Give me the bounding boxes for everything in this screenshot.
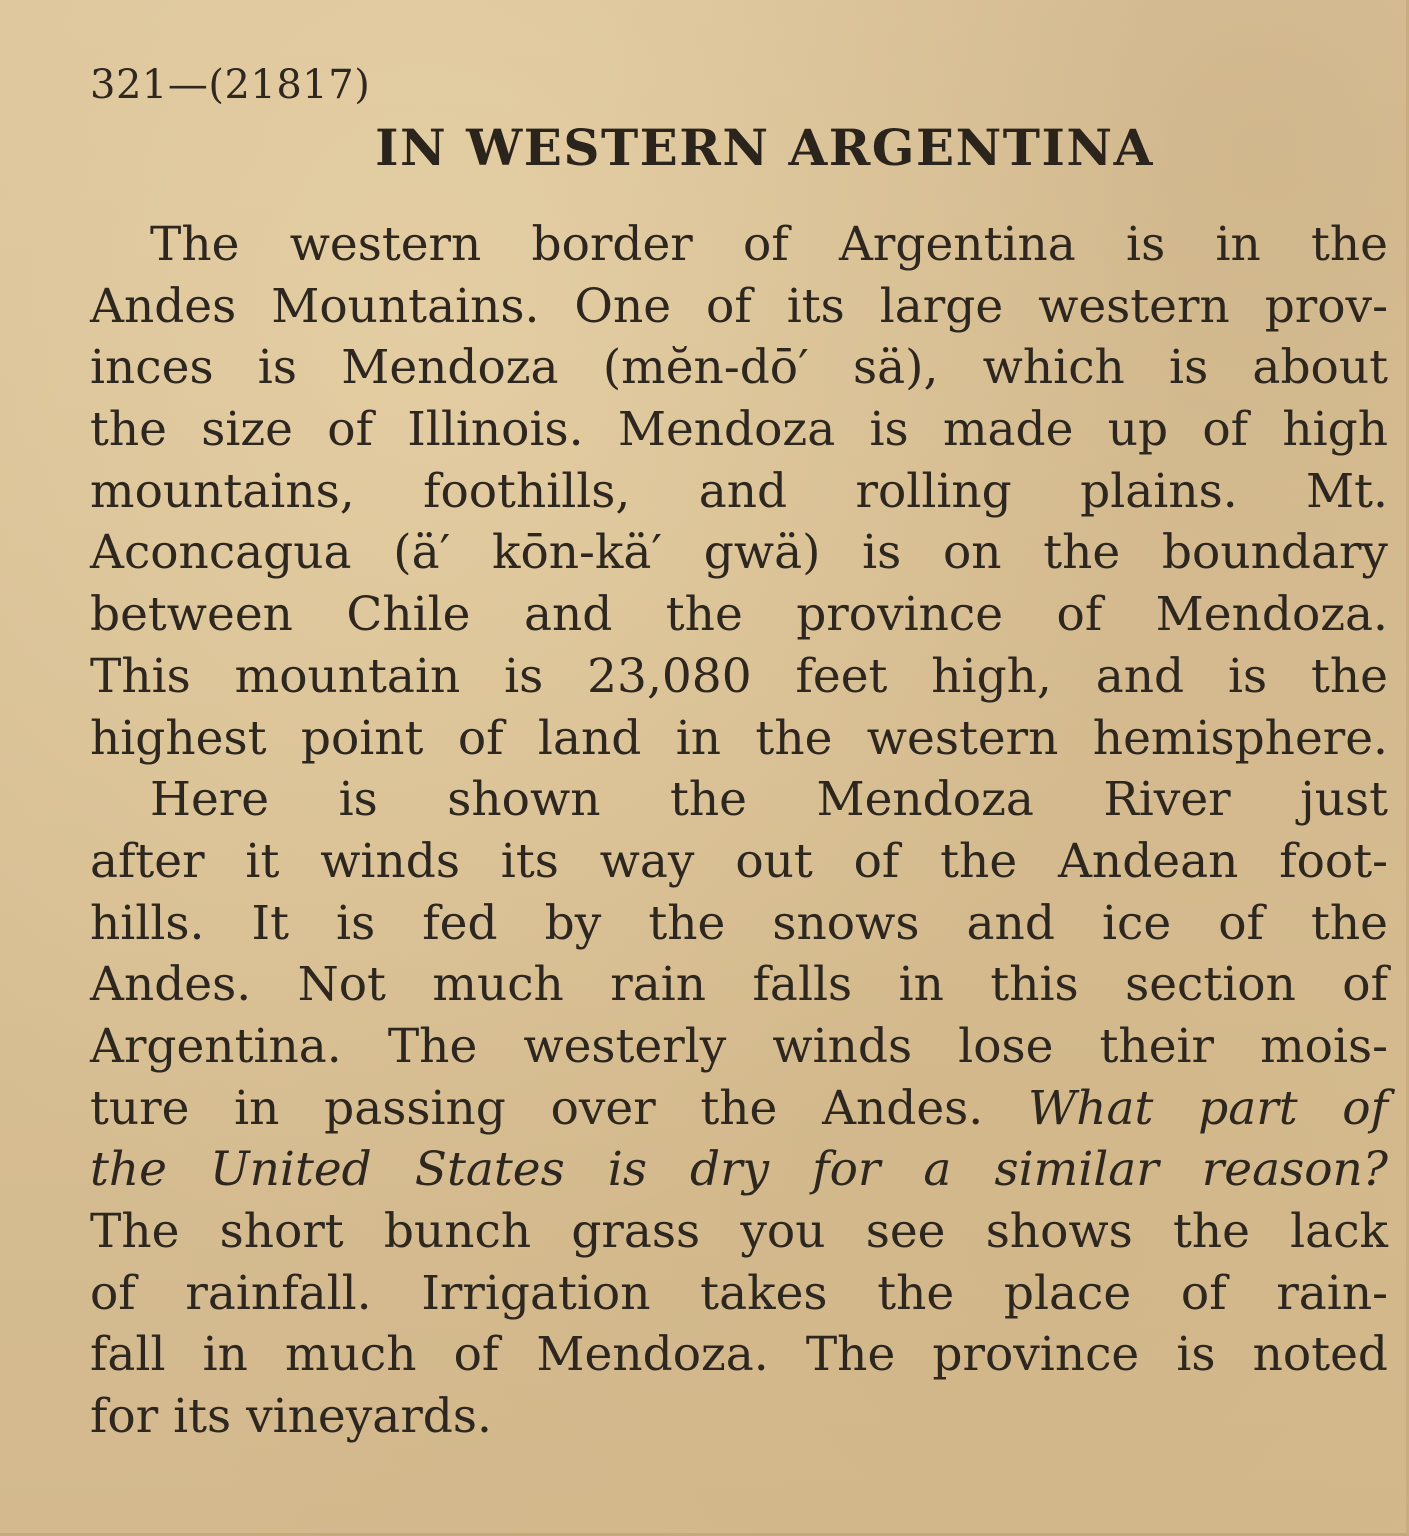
text-line: fall in much of Mendoza. The province is noted xyxy=(90,1327,1388,1383)
question-text: What part of xyxy=(1027,1080,1388,1136)
text-line: Andes. Not much rain falls in this section of xyxy=(90,957,1388,1013)
text-line: of rainfall. Irrigation takes the place of rain- xyxy=(90,1265,1388,1321)
text-line: for its vineyards. xyxy=(90,1389,492,1445)
text-line: highest point of land in the western hemisphere. xyxy=(90,710,1388,766)
card-description xyxy=(90,214,1388,1448)
text-segment: ture in passing over the Andes. xyxy=(90,1080,984,1136)
text-line: after it winds its way out of the Andean foot- xyxy=(90,833,1388,889)
text-line: the size of Illinois. Mendoza is made up of high xyxy=(90,402,1388,458)
text-line: This mountain is 23,080 feet high, and is the xyxy=(90,648,1388,704)
text-line: mountains, foothills, and rolling plains. Mt. xyxy=(90,463,1388,519)
text-line: The western border of Argentina is in the xyxy=(150,217,1388,272)
text-line: Aconcagua (ä′ kōn-kä′ gwä) is on the boundary xyxy=(90,525,1388,581)
card-title: IN WESTERN ARGENTINA xyxy=(375,118,1154,177)
text-line: between Chile and the province of Mendoza. xyxy=(90,587,1388,643)
text-line: Argentina. The westerly winds lose their mois- xyxy=(90,1018,1388,1074)
text-line: Here is shown the Mendoza River just xyxy=(150,772,1388,828)
text-line: Andes Mountains. One of its large western prov- xyxy=(90,278,1388,334)
card-number: 321—(21817) xyxy=(90,62,371,108)
text-line: inces is Mendoza (mĕn-dō′ sä), which is about xyxy=(90,340,1388,396)
question-text: the United States is dry for a similar reason? xyxy=(90,1142,1388,1198)
text-line: The short bunch grass you see shows the lack xyxy=(90,1204,1388,1259)
text-line: hills. It is fed by the snows and ice of the xyxy=(90,895,1388,951)
text-line-mixed xyxy=(90,1078,1388,1140)
